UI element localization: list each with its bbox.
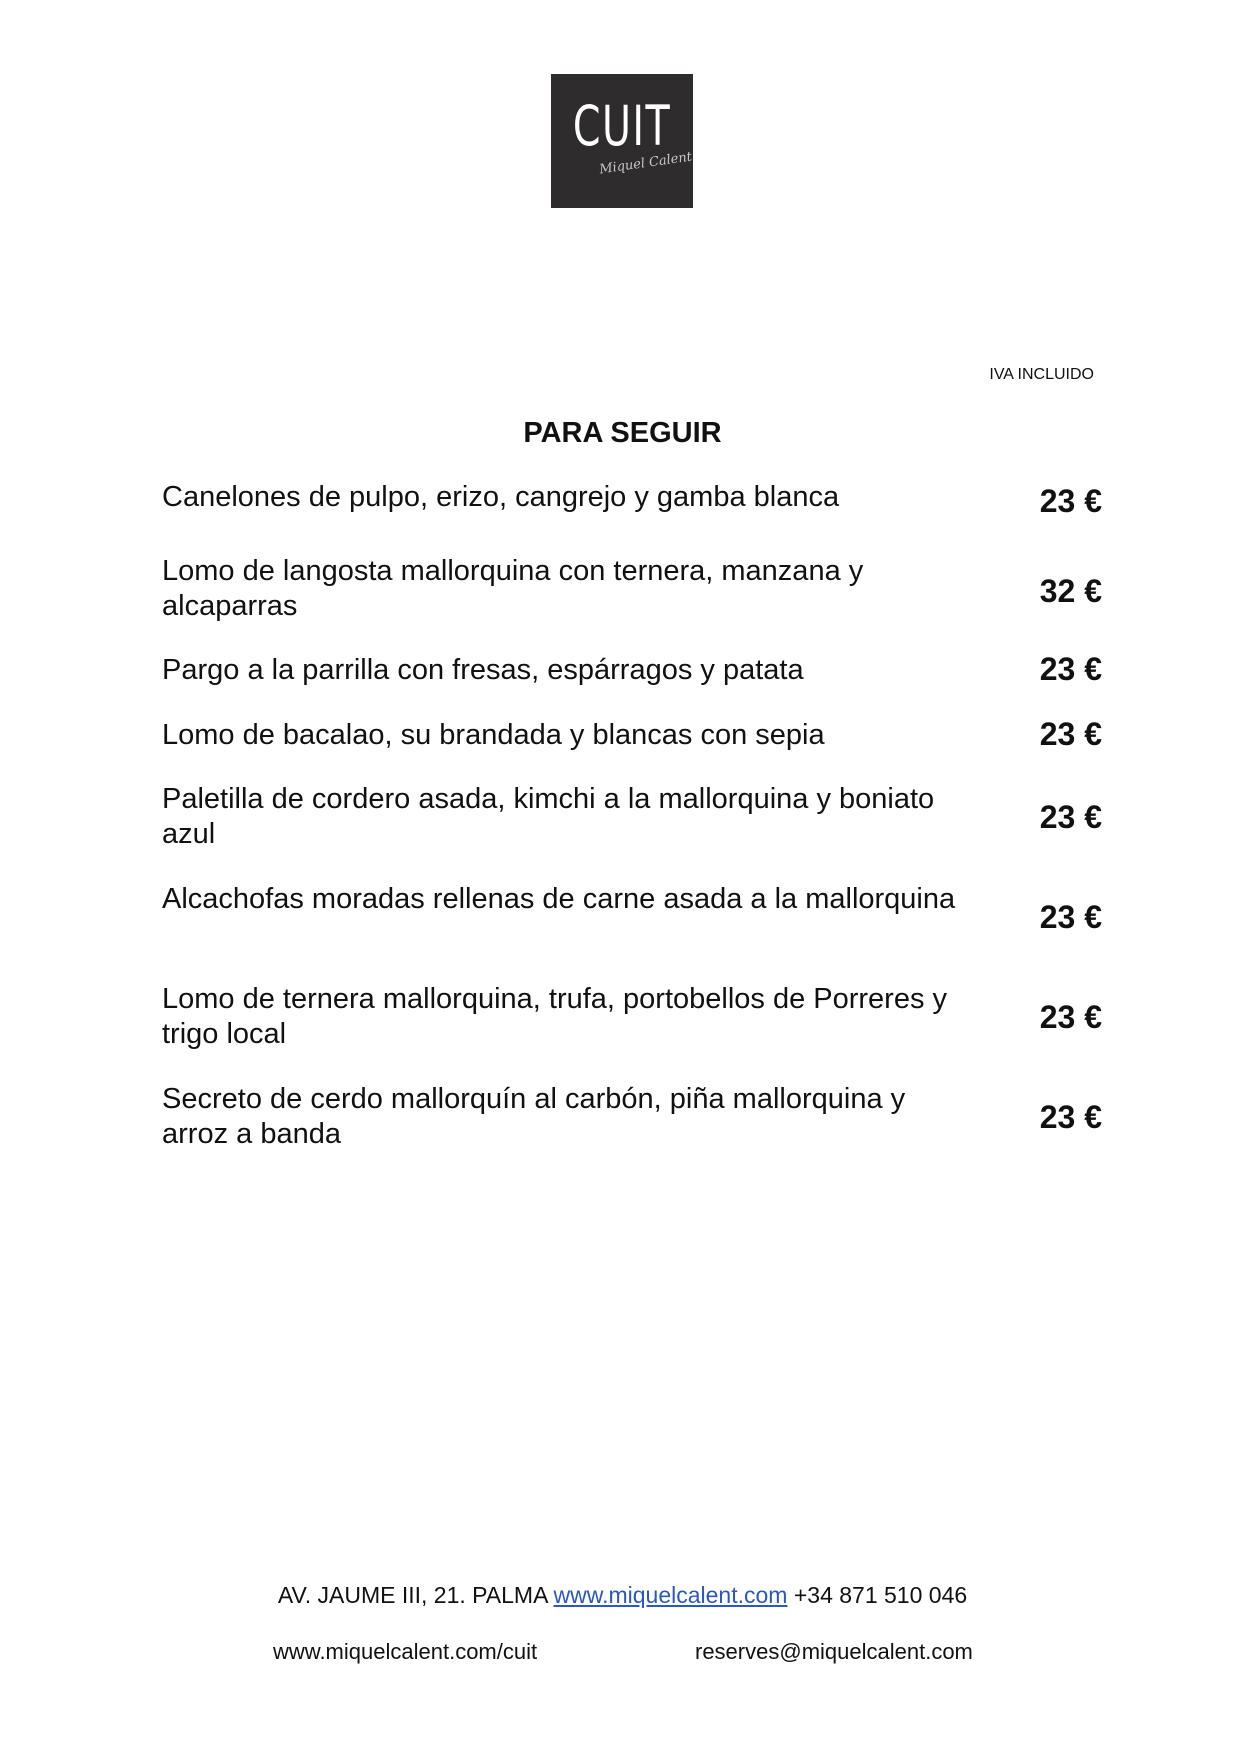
menu-item-name: Lomo de langosta mallorquina con ternera, manzana y alcaparras xyxy=(162,555,864,622)
logo-signature: Miquel Calent xyxy=(598,149,693,178)
footer-cuit-url: www.miquelcalent.com/cuit xyxy=(273,1639,538,1664)
section-title: PARA SEGUIR xyxy=(523,417,722,449)
website-link[interactable]: www.miquelcalent.com xyxy=(553,1582,788,1608)
footer-phone: +34 871 510 046 xyxy=(793,1582,968,1608)
menu-item-name: Alcachofas moradas rellenas de carne asada a la mallorquina xyxy=(162,883,956,915)
menu-item-price: 23 € xyxy=(1039,999,1102,1035)
menu-item-price: 23 € xyxy=(1039,716,1102,752)
footer-address: AV. JAUME III, 21. PALMA xyxy=(277,1582,548,1608)
footer-contact-line xyxy=(0,1581,1239,1609)
menu-item-name: Pargo a la parrilla con fresas, espárragos y patata xyxy=(162,654,804,686)
menu-item-price: 23 € xyxy=(1039,483,1102,519)
footer-email: reserves@miquelcalent.com xyxy=(695,1639,973,1664)
menu-item-name: Lomo de ternera mallorquina, trufa, portobellos de Porreres y trigo local xyxy=(162,983,948,1050)
menu-item-name: Secreto de cerdo mallorquín al carbón, piña mallorquina y arroz a banda xyxy=(162,1083,906,1150)
tax-note: IVA INCLUIDO xyxy=(989,366,1094,383)
menu-item-name: Lomo de bacalao, su brandada y blancas con sepia xyxy=(162,719,825,751)
logo-brand-text: CUIT xyxy=(572,94,672,158)
menu-item-price: 23 € xyxy=(1039,799,1102,835)
menu-item-name: Canelones de pulpo, erizo, cangrejo y gamba blanca xyxy=(162,481,840,513)
menu-item-price: 32 € xyxy=(1039,573,1102,609)
menu-item-name: Paletilla de cordero asada, kimchi a la mallorquina y boniato azul xyxy=(162,783,935,850)
cuit-logo xyxy=(551,74,693,208)
menu-item-price: 23 € xyxy=(1039,651,1102,687)
menu-item-price: 23 € xyxy=(1039,1099,1102,1135)
menu-item-price: 23 € xyxy=(1039,899,1102,935)
